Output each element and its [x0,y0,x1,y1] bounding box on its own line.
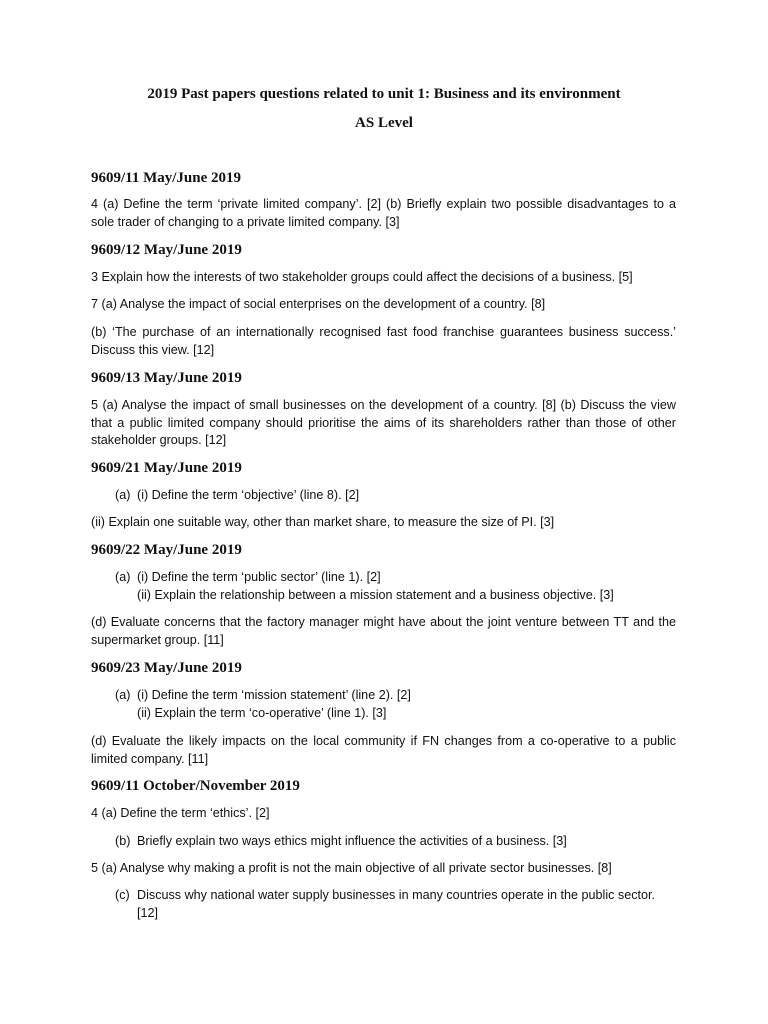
question-subpart: (ii) Explain the term ‘co-operative’ (line 1). [3] [137,705,387,720]
question-paragraph [115,687,676,722]
question-paragraph: (d) Evaluate the likely impacts on the local community if FN changes from a co-operative to a public limited company. [11] [91,734,676,766]
section-heading: 9609/12 May/June 2019 [91,242,242,258]
question-text: (i) Define the term ‘public sector’ (line 1). [2] [137,570,381,584]
question-paragraph: 4 (a) Define the term ‘private limited company’. [2] (b) Briefly explain two possible disadvantages to a sole trader of changing to a private limited company. [3] [91,197,676,229]
question-label: (b) [115,834,131,848]
question-paragraph [115,569,676,604]
question-paragraph: 7 (a) Analyse the impact of social enterprises on the development of a country. [8] [91,297,546,311]
question-paragraph: 5 (a) Analyse the impact of small businesses on the development of a country. [8] (b) Discuss the view that a public limited company should prioritise the aims of its shareholders rather than those of other stakeholder groups. [12] [91,398,676,447]
question-text: (i) Define the term ‘mission statement’ (line 2). [2] [137,688,411,702]
question-label: (c) [115,888,130,902]
question-paragraph [115,887,676,922]
question-label: (a) [115,488,131,502]
section-heading: 9609/21 May/June 2019 [91,460,242,476]
section-heading: 9609/23 May/June 2019 [91,660,242,676]
question-paragraph: 3 Explain how the interests of two stakeholder groups could affect the decisions of a business. [5] [91,270,633,284]
question-paragraph: (b) ‘The purchase of an internationally recognised fast food franchise guarantees business success.’ Discuss this view. [12] [91,325,676,357]
question-paragraph: 5 (a) Analyse why making a profit is not the main objective of all private sector businesses. [8] [91,861,612,875]
question-text: (i) Define the term ‘objective’ (line 8). [2] [137,488,360,502]
question-paragraph [115,833,676,851]
section-heading: 9609/13 May/June 2019 [91,370,242,386]
page-subtitle: AS Level [355,115,413,131]
question-text: Discuss why national water supply businesses in many countries operate in the public sector. [137,888,656,902]
question-paragraph: 4 (a) Define the term ‘ethics’. [2] [91,806,270,820]
page-title: 2019 Past papers questions related to unit 1: Business and its environment [147,86,621,102]
question-label: (a) [115,688,131,702]
section-heading: 9609/11 October/November 2019 [91,778,300,794]
section-heading: 9609/11 May/June 2019 [91,170,242,186]
question-subpart: (ii) Explain the relationship between a mission statement and a business objective. [3] [137,587,614,602]
question-paragraph: (ii) Explain one suitable way, other than market share, to measure the size of PI. [3] [91,515,555,529]
section-heading: 9609/22 May/June 2019 [91,542,242,558]
question-subpart: [12] [137,905,159,920]
question-paragraph [115,487,676,505]
question-text: Briefly explain two ways ethics might influence the activities of a business. [3] [137,834,567,848]
question-paragraph: (d) Evaluate concerns that the factory manager might have about the joint venture between TT and the supermarket group. [11] [91,615,676,647]
question-label: (a) [115,570,131,584]
